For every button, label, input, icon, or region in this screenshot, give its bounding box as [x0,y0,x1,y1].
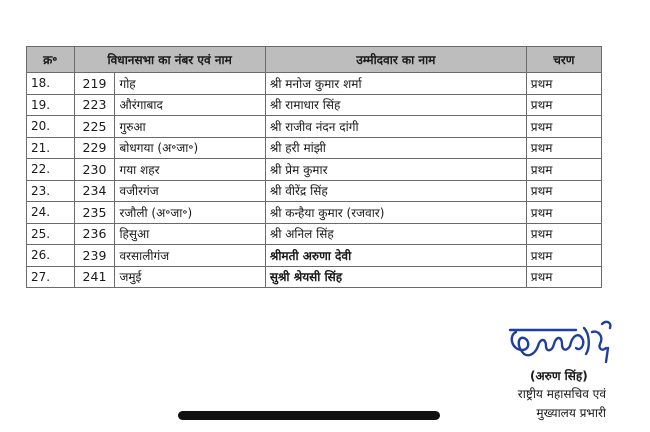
phase-cell: प्रथम [526,137,601,159]
phase-cell: प्रथम [526,73,601,95]
table-row [27,73,602,95]
serial-cell: 22. [27,159,75,181]
serial-cell: 23. [27,180,75,202]
signatory-title: राष्ट्रीय महासचिव एवं [517,387,606,401]
constituency-number: 219 [74,73,115,95]
phase-cell: प्रथम [526,180,601,202]
serial-cell: 27. [27,266,75,288]
constituency-name: जमुई [115,266,265,288]
constituency-name: गया शहर [115,159,265,181]
constituency-number: 241 [74,266,115,288]
constituency-number: 239 [74,245,115,267]
table-row [27,223,602,245]
candidate-name: श्री रामाधार सिंह [265,94,526,116]
constituency-number: 234 [74,180,115,202]
constituency-number: 223 [74,94,115,116]
home-indicator-bar[interactable] [178,411,440,420]
phase-cell: प्रथम [526,202,601,224]
candidate-name: श्री राजीव नंदन दांगी [265,116,526,138]
table-header-row [27,47,602,73]
constituency-number: 235 [74,202,115,224]
constituency-name: हिसुआ [115,223,265,245]
header-serial: क्र॰ [27,47,75,73]
candidate-name: श्री मनोज कुमार शर्मा [265,73,526,95]
candidate-name: श्री अनिल सिंह [265,223,526,245]
constituency-name: वजीरगंज [115,180,265,202]
serial-cell: 24. [27,202,75,224]
constituency-number: 236 [74,223,115,245]
phase-cell: प्रथम [526,266,601,288]
candidate-name: सुश्री श्रेयसी सिंह [265,266,526,288]
table-row [27,116,602,138]
constituency-name: गोह [115,73,265,95]
candidate-name: श्री वीरेंद्र सिंह [265,180,526,202]
serial-cell: 19. [27,94,75,116]
table-row [27,180,602,202]
signatory-name: (अरुण सिंह) [530,369,588,383]
handwritten-signature [506,318,616,368]
serial-cell: 21. [27,137,75,159]
signatory-title-line2: मुख्यालय प्रभारी [536,406,606,420]
table-row [27,137,602,159]
candidate-name: श्री हरी मांझी [265,137,526,159]
header-candidate: उम्मीदवार का नाम [265,47,526,73]
constituency-name: रजौली (अ॰जा॰) [115,202,265,224]
phase-cell: प्रथम [526,116,601,138]
constituency-name: औरंगाबाद [115,94,265,116]
table-row [27,202,602,224]
table-row [27,159,602,181]
constituency-number: 230 [74,159,115,181]
serial-cell: 26. [27,245,75,267]
phase-cell: प्रथम [526,245,601,267]
phase-cell: प्रथम [526,94,601,116]
table-row [27,266,602,288]
serial-cell: 25. [27,223,75,245]
candidate-name: श्रीमती अरुणा देवी [265,245,526,267]
candidate-table [26,46,602,288]
constituency-name: बोधगया (अ॰जा॰) [115,137,265,159]
table-row [27,94,602,116]
header-constituency: विधानसभा का नंबर एवं नाम [74,47,265,73]
table-row [27,245,602,267]
constituency-name: गुरुआ [115,116,265,138]
serial-cell: 20. [27,116,75,138]
constituency-number: 225 [74,116,115,138]
candidate-name: श्री कन्हैया कुमार (रजवार) [265,202,526,224]
constituency-name: वरसालीगंज [115,245,265,267]
candidate-name: श्री प्रेम कुमार [265,159,526,181]
phase-cell: प्रथम [526,159,601,181]
phase-cell: प्रथम [526,223,601,245]
constituency-number: 229 [74,137,115,159]
serial-cell: 18. [27,73,75,95]
header-phase: चरण [526,47,601,73]
